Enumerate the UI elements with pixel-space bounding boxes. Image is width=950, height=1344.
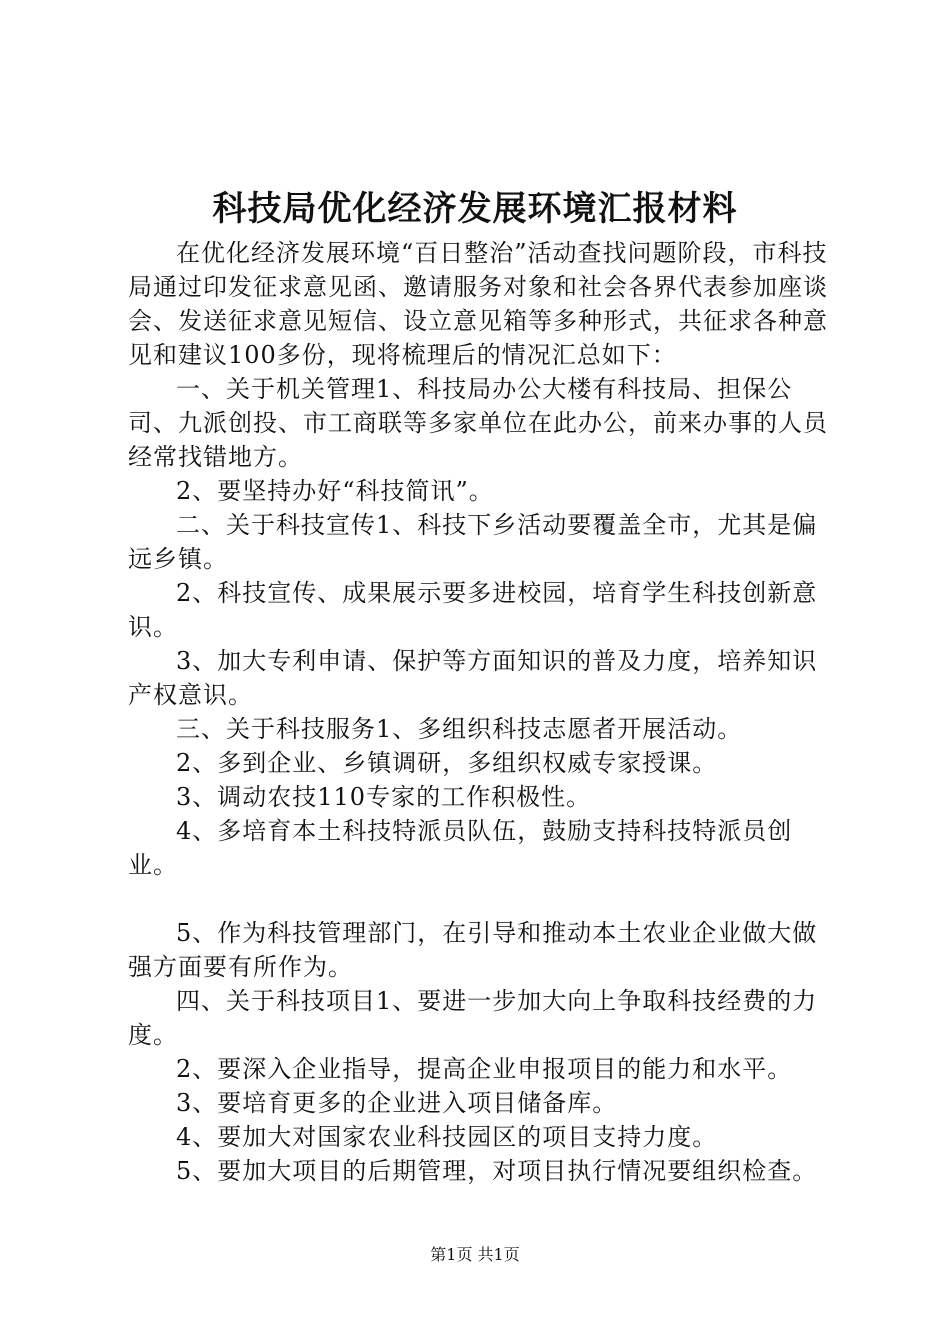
paragraph-section-3-item-3: 3、调动农技110专家的工作积极性。: [176, 783, 592, 811]
paragraph-section-1-item-2: 2、要坚持办好“科技简讯”。: [176, 477, 494, 505]
paragraph-section-2-item-3: 3、加大专利申请、保护等方面知识的普及力度，培养知识产权意识。: [128, 647, 818, 709]
intro-paragraph: 在优化经济发展环境“百日整治”活动查找问题阶段，市科技局通过印发征求意见函、邀请服务对象和社会各界代表参加座谈会、发送征求意见短信、设立意见箱等多种形式，共征求各种意见和建议100多份，现将梳理后的情况汇总如下：: [128, 239, 828, 369]
paragraph-section-2-item-2: 2、科技宣传、成果展示要多进校园，培育学生科技创新意识。: [128, 579, 818, 641]
paragraph-section-3-item-1: 三、关于科技服务1、多组织科技志愿者开展活动。: [176, 715, 743, 743]
paragraph-section-4-item-1: 四、关于科技项目1、要进一步加大向上争取科技经费的力度。: [128, 987, 818, 1049]
paragraph-section-2-item-1: 二、关于科技宣传1、科技下乡活动要覆盖全市，尤其是偏远乡镇。: [128, 511, 818, 573]
paragraph-section-4-item-4: 4、要加大对国家农业科技园区的项目支持力度。: [176, 1123, 718, 1151]
paragraph-section-3-item-2: 2、多到企业、乡镇调研，多组织权威专家授课。: [176, 749, 718, 777]
paragraph-section-3-item-4: 4、多培育本土科技特派员队伍，鼓励支持科技特派员创业。: [128, 817, 793, 879]
paragraph-section-4-item-3: 3、要培育更多的企业进入项目储备库。: [176, 1089, 618, 1117]
paragraph-section-3-item-5: 5、作为科技管理部门，在引导和推动本土农业企业做大做强方面要有所作为。: [128, 919, 818, 981]
document-title: 科技局优化经济发展环境汇报材料: [212, 189, 738, 229]
document-body: [128, 236, 832, 1188]
paragraph-section-4-item-2: 2、要深入企业指导，提高企业申报项目的能力和水平。: [176, 1055, 793, 1083]
paragraph-section-4-item-5: 5、要加大项目的后期管理，对项目执行情况要组织检查。: [176, 1157, 818, 1185]
page-number-footer: 第1页 共1页: [430, 1245, 520, 1264]
paragraph-section-1-item-1: 一、关于机关管理1、科技局办公大楼有科技局、担保公司、九派创投、市工商联等多家单位在此办公，前来办事的人员经常找错地方。: [128, 375, 828, 471]
